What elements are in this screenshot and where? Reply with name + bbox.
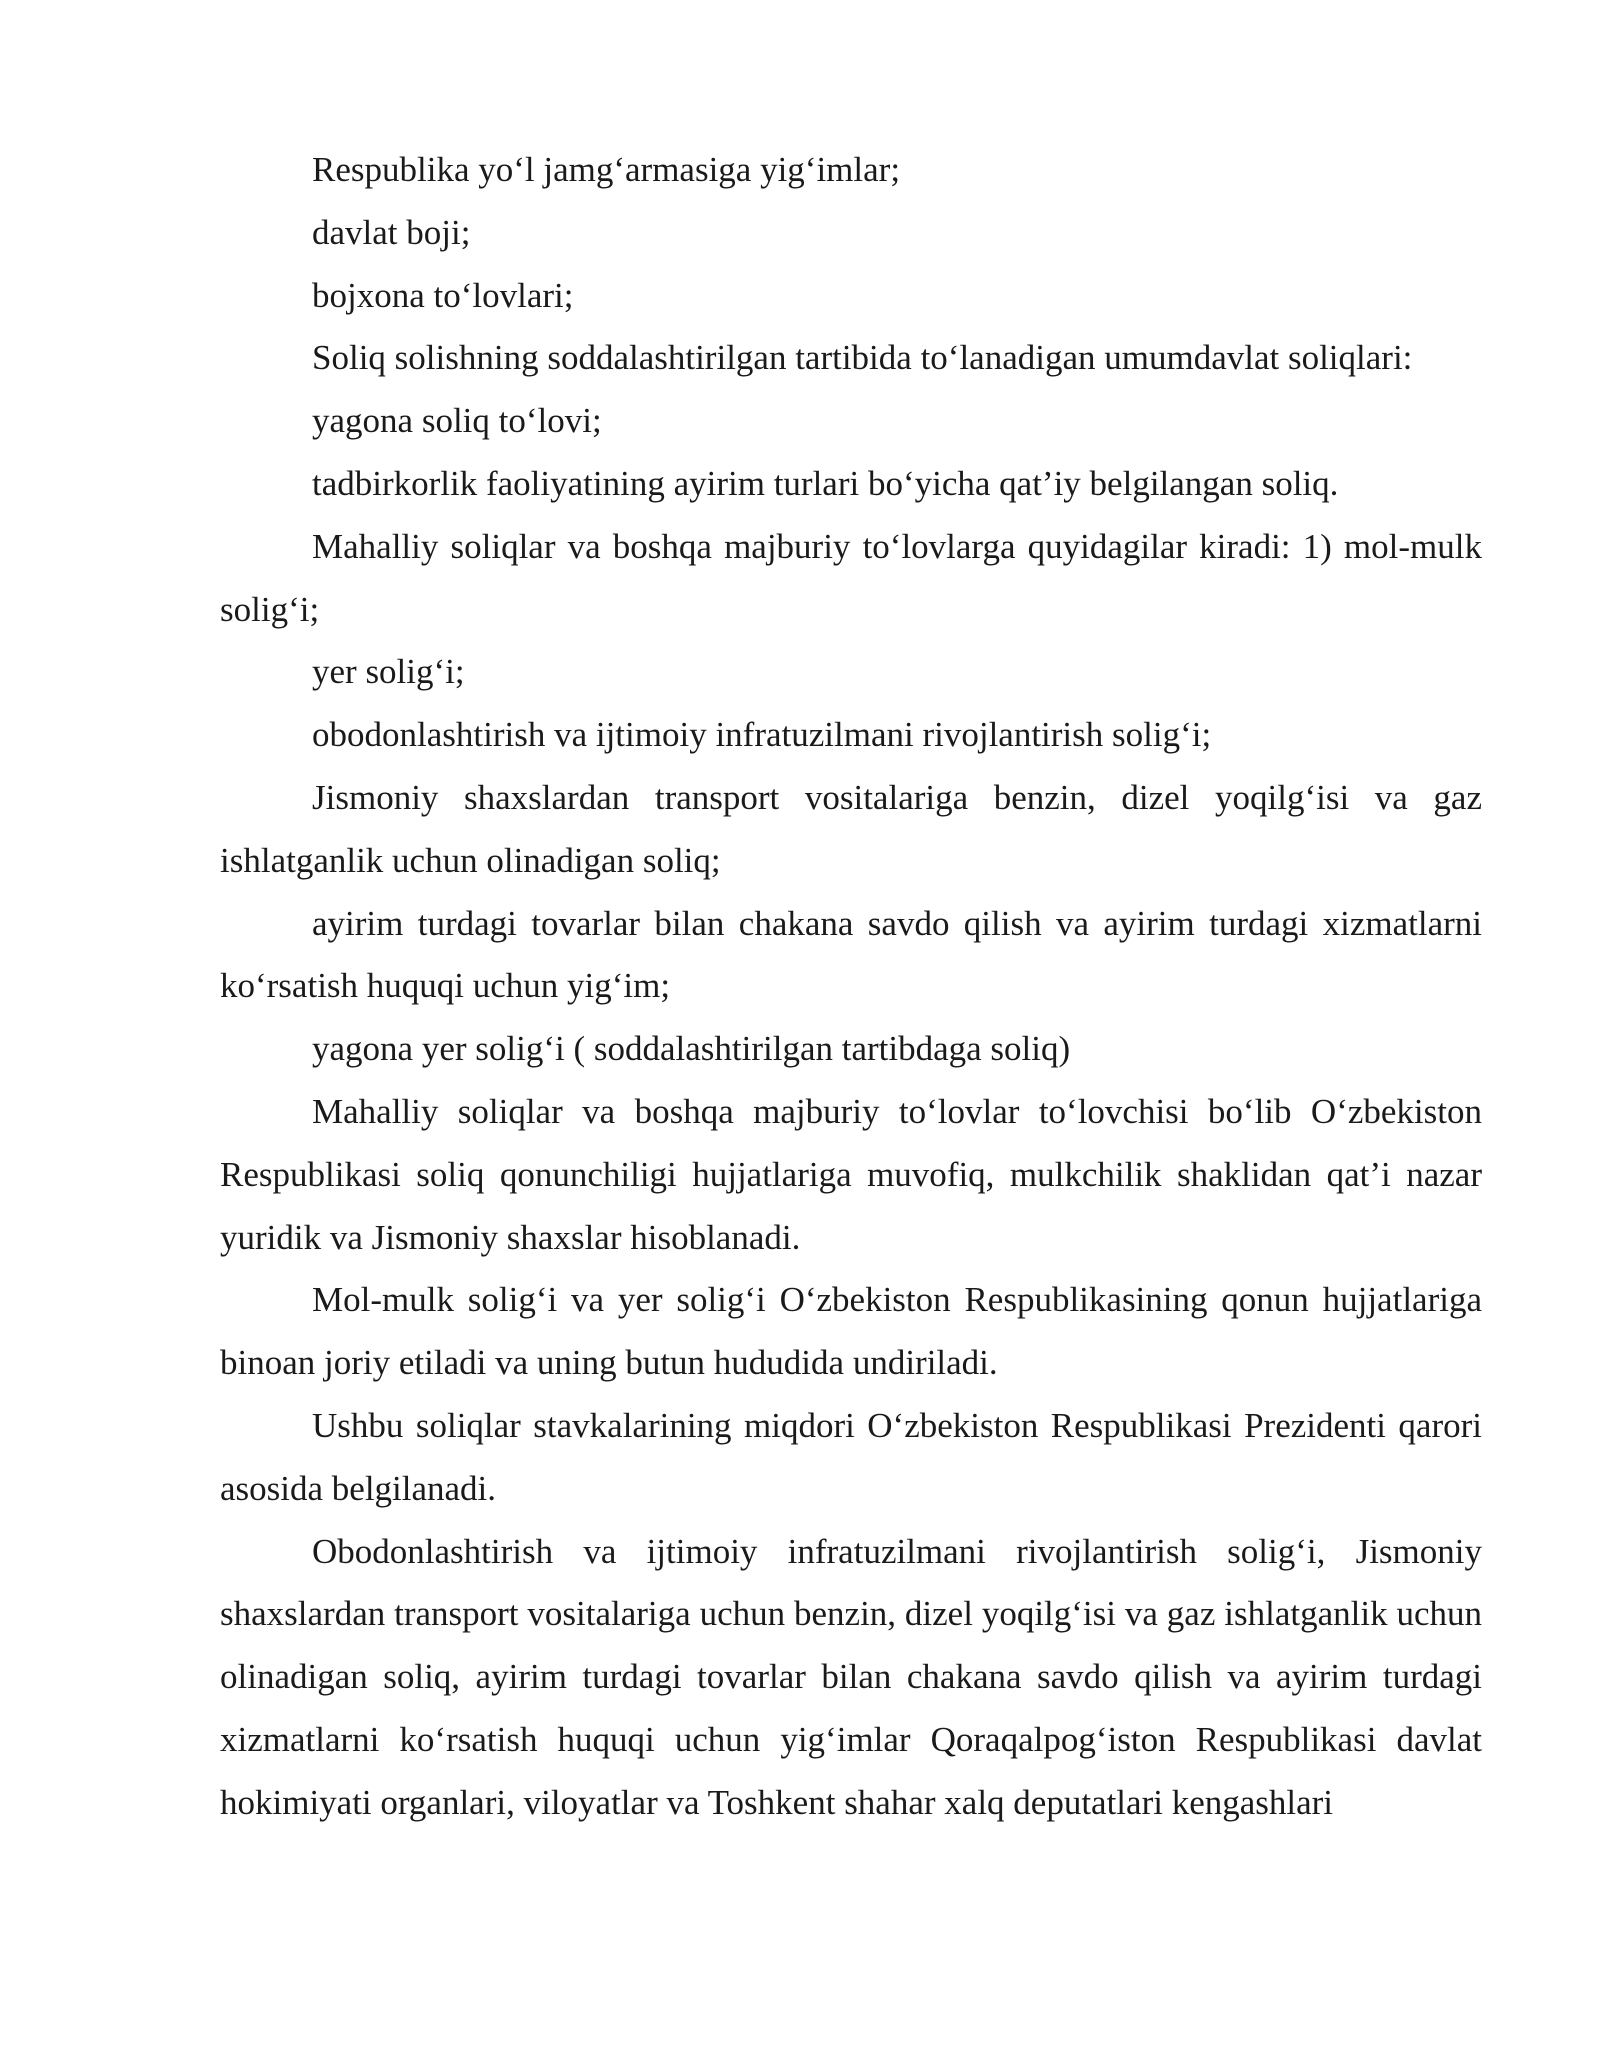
paragraph: Mahalliy soliqlar va boshqa majburiy to‘lovlar to‘lovchisi bo‘lib O‘zbekiston Respublikasi soliq qonunchiligi hujjatlariga muvofiq, mulkchilik shaklidan qat’i nazar yuridik va Jismoniy shaxslar hisoblanadi. (220, 1091, 1482, 1257)
paragraph: yer solig‘i; (312, 652, 465, 692)
paragraph: Soliq solishning soddalashtirilgan tartibida to‘lanadigan umumdavlat soliqlari: (312, 338, 1413, 378)
paragraph: Obodonlashtirish va ijtimoiy infratuzilmani rivojlantirish solig‘i, Jismoniy shaxslardan transport vositalariga uchun benzin, dizel yoqilg‘isi va gaz ishlatganlik uchun olinadigan soliq, ayirim turdagi tovarlar bilan chakana savdo qilish va ayirim turdagi xizmatlarni ko‘rsatish huquqi uchun yig‘imlar Qoraqalpog‘iston Respublikasi davlat hokimiyati organlari, viloyatlar va Toshkent shahar xalq deputatlari kengashlari (220, 1531, 1482, 1822)
paragraph: bojxona to‘lovlari; (312, 275, 574, 315)
paragraph: Ushbu soliqlar stavkalarining miqdori O‘zbekiston Respublikasi Prezidenti qarori asosida belgilanadi. (220, 1405, 1482, 1508)
paragraph: Mahalliy soliqlar va boshqa majburiy to‘lovlarga quyidagilar kiradi: 1) mol-mulk solig‘i; (220, 526, 1482, 629)
paragraph: Jismoniy shaxslardan transport vositalariga benzin, dizel yoqilg‘isi va gaz ishlatganlik uchun olinadigan soliq; (220, 777, 1482, 880)
paragraph: yagona yer solig‘i ( soddalashtirilgan tartibdaga soliq) (312, 1029, 1071, 1069)
paragraph: davlat boji; (312, 212, 471, 252)
paragraph: tadbirkorlik faoliyatining ayirim turlari bo‘yicha qat’iy belgilangan soliq. (312, 463, 1339, 503)
paragraph: yagona soliq to‘lovi; (312, 401, 602, 441)
document-body (220, 139, 1482, 1835)
paragraph: Mol-mulk solig‘i va yer solig‘i O‘zbekiston Respublikasining qonun hujjatlariga binoan joriy etiladi va uning butun hududida undiriladi. (220, 1280, 1482, 1383)
paragraph: obodonlashtirish va ijtimoiy infratuzilmani rivojlantirish solig‘i; (312, 715, 1212, 755)
paragraph: ayirim turdagi tovarlar bilan chakana savdo qilish va ayirim turdagi xizmatlarni ko‘rsatish huquqi uchun yig‘im; (220, 903, 1482, 1006)
paragraph: Respublika yo‘l jamg‘armasiga yig‘imlar; (312, 150, 901, 189)
